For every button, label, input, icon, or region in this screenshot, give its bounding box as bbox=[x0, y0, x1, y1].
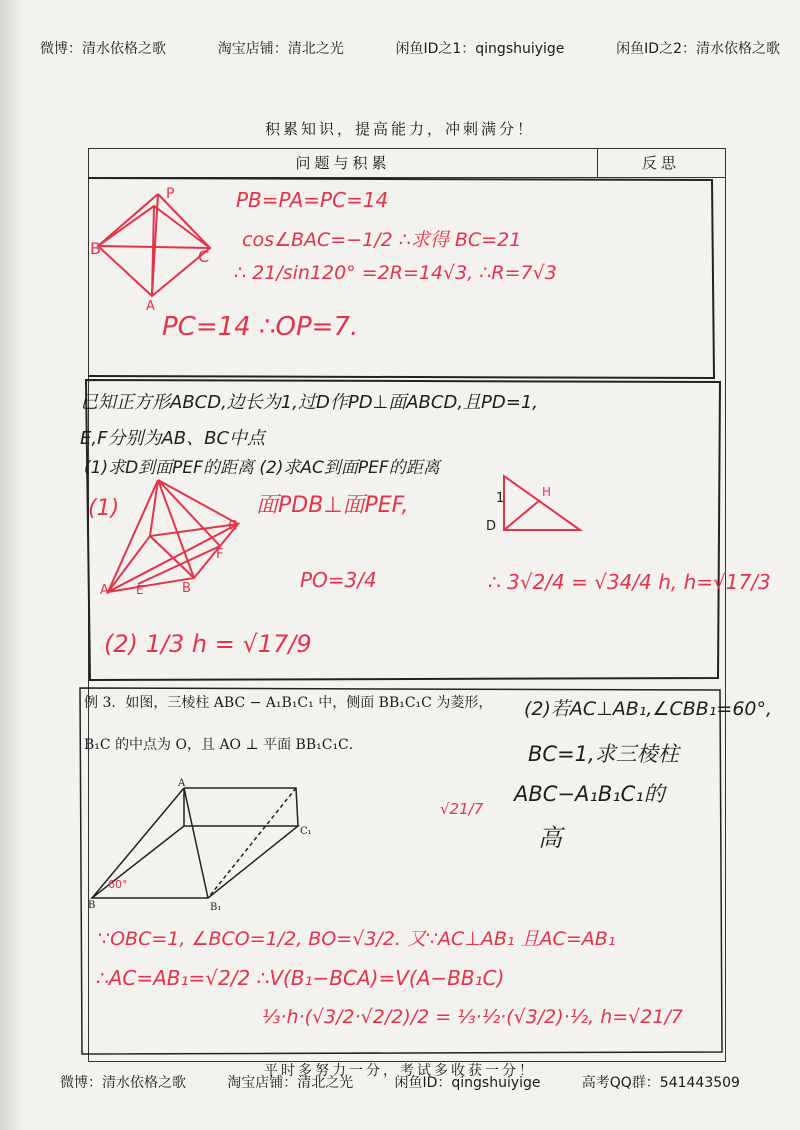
svg-text:B₁: B₁ bbox=[210, 902, 222, 913]
page-footer bbox=[60, 1072, 740, 1092]
header-xianyu1: 闲鱼ID之1：qingshuiyige bbox=[395, 41, 565, 57]
column-header-reflection: 反思 bbox=[597, 149, 725, 178]
work1-line4: PC=14 ∴OP=7. bbox=[162, 312, 359, 342]
svg-text:B: B bbox=[88, 900, 96, 911]
problem2-line2: E,F分别为AB、BC中点 bbox=[80, 428, 266, 449]
problem2-line1: 已知正方形ABCD,边长为1,过D作PD⊥面ABCD,且PD=1, bbox=[80, 392, 539, 413]
footer-taobao: 淘宝店铺：清北之光 bbox=[227, 1075, 354, 1091]
svg-text:A: A bbox=[178, 778, 186, 789]
problem2-line3: (1)求D到面PEF的距离 (2)求AC到面PEF的距离 bbox=[84, 458, 440, 478]
work1-line1: PB=PA=PC=14 bbox=[236, 188, 389, 212]
slogan: 平时多努力一分，考试多收获一分！ bbox=[264, 1063, 536, 1079]
example3-side-note: √21/7 bbox=[440, 800, 484, 818]
svg-text:A: A bbox=[100, 583, 109, 598]
header-taobao: 淘宝店铺：清北之光 bbox=[217, 41, 344, 57]
svg-text:C₁: C₁ bbox=[300, 826, 312, 837]
svg-text:H: H bbox=[542, 485, 552, 499]
svg-text:C: C bbox=[198, 247, 210, 266]
column-header-problems: 问题与积累 bbox=[89, 149, 597, 178]
header-weibo: 微博：清水依格之歌 bbox=[40, 41, 166, 57]
example3-line2: B₁C 的中点为 O，且 AO ⊥ 平面 BB₁C₁C． bbox=[84, 737, 363, 753]
svg-text:B: B bbox=[182, 581, 191, 596]
problem2-part1-a: 面PDB⊥面PEF, bbox=[256, 493, 409, 518]
motto: 积累知识，提高能力，冲刺满分！ bbox=[264, 120, 535, 138]
svg-text:B: B bbox=[90, 239, 101, 258]
svg-text:D: D bbox=[486, 519, 497, 534]
example3-q2-b: BC=1,求三棱柱 bbox=[528, 742, 679, 766]
problem2-part2: (2) 1/3 h = √17/9 bbox=[104, 630, 312, 658]
svg-text:E: E bbox=[136, 583, 144, 597]
svg-text:P: P bbox=[166, 186, 175, 202]
problem2-part1-c: ∴ 3√2/4 = √34/4 h, h=√17/3 bbox=[488, 570, 771, 594]
example3-line1: 例 3．如图，三棱柱 ABC − A₁B₁C₁ 中，侧面 BB₁C₁C 为菱形， bbox=[84, 695, 493, 711]
diagram-pyramid-2 bbox=[98, 474, 248, 598]
footer-xianyu: 闲鱼ID：qingshuiyige bbox=[394, 1075, 541, 1091]
diagram-triangle bbox=[484, 470, 604, 540]
footer-weibo: 微博：清水依格之歌 bbox=[60, 1075, 186, 1091]
work1-line2: cos∠BAC=−1/2 ∴求得 BC=21 bbox=[242, 229, 522, 251]
example3-q2-c: ABC−A₁B₁C₁的 bbox=[514, 782, 665, 806]
work1-line3: ∴ 21/sin120° =2R=14√3, ∴R=7√3 bbox=[234, 262, 557, 284]
header-xianyu2: 闲鱼ID之2：清水依格之歌 bbox=[616, 41, 780, 57]
diagram-prism bbox=[88, 778, 318, 918]
example3-statement bbox=[84, 692, 492, 756]
diagram-pyramid-1 bbox=[92, 186, 232, 316]
svg-text:60°: 60° bbox=[108, 878, 128, 891]
svg-text:1: 1 bbox=[496, 491, 505, 506]
svg-text:C: C bbox=[228, 519, 238, 534]
example3-sol3: ⅓·h·(√3/2·√2/2)/2 = ⅓·½·(√3/2)·½, h=√21/7 bbox=[262, 1006, 683, 1028]
svg-text:F: F bbox=[216, 547, 224, 562]
example3-q2-d: 高 bbox=[538, 824, 562, 852]
svg-text:A: A bbox=[146, 299, 155, 314]
example3-q2-a: (2)若AC⊥AB₁,∠CBB₁=60°, bbox=[524, 698, 773, 720]
problem2-part1-label: (1) bbox=[88, 496, 120, 521]
example3-sol1: ∵OBC=1, ∠BCO=1/2, BO=√3/2. 又∵AC⊥AB₁ 且AC=AB₁ bbox=[98, 928, 616, 950]
footer-qq: 高考QQ群：541443509 bbox=[581, 1075, 740, 1091]
problem2-part1-b: PO=3/4 bbox=[300, 568, 377, 592]
example3-sol2: ∴AC=AB₁=√2/2 ∴V(B₁−BCA)=V(A−BB₁C) bbox=[96, 966, 505, 990]
